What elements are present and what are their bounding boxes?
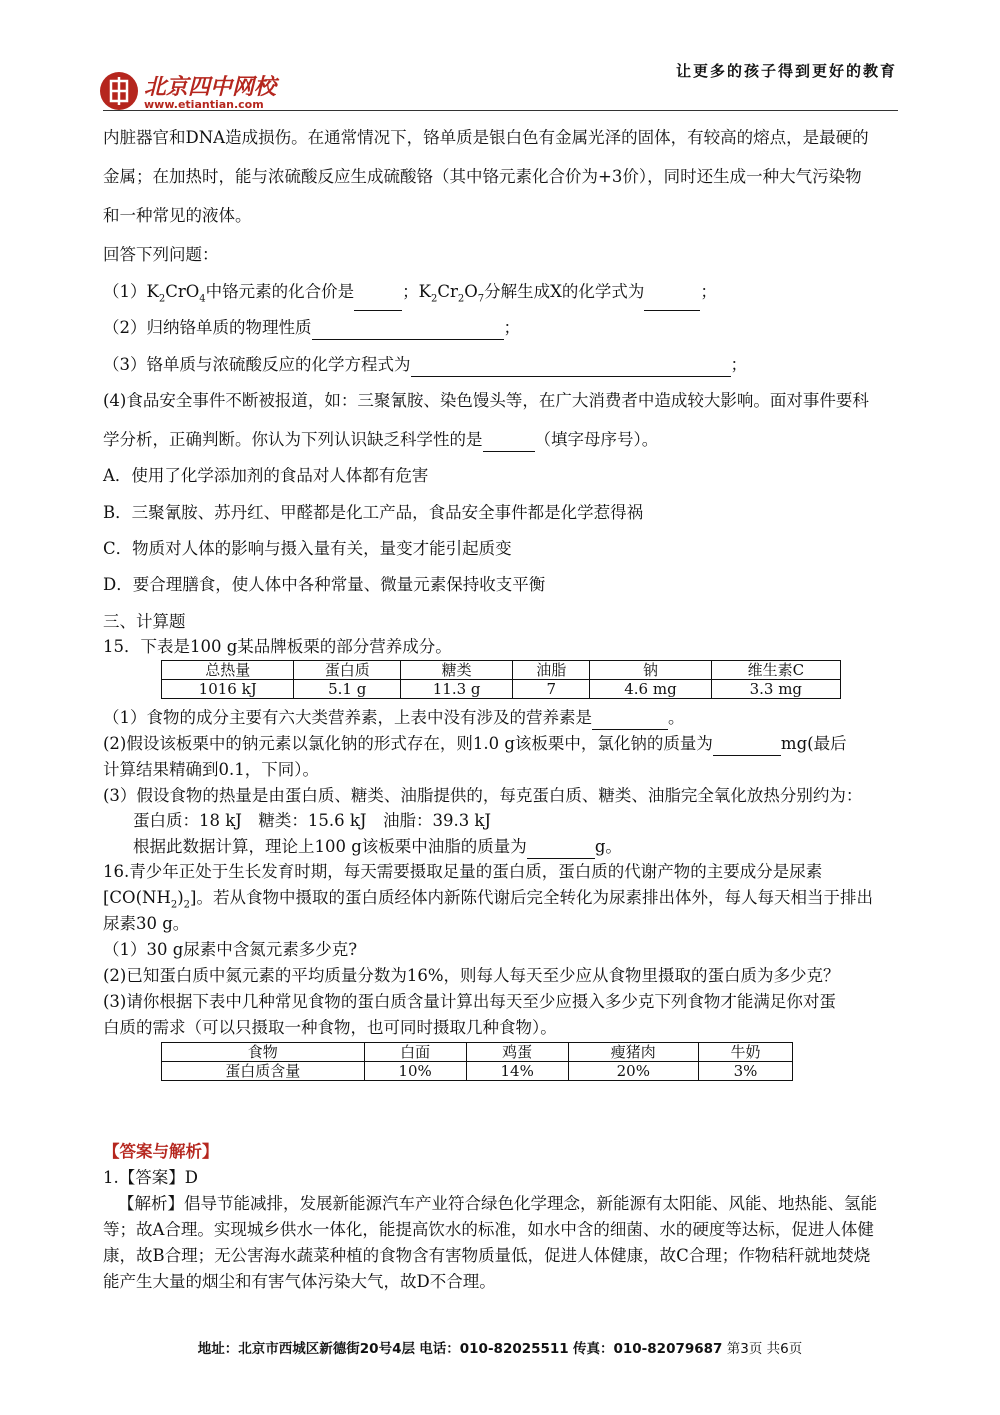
footer bbox=[0, 1337, 1000, 1357]
table-row bbox=[162, 661, 841, 680]
analysis-line-1: 【解析】倡导节能减排，发展新能源汽车产业符合绿色化学理念，新能源有太阳能、风能、地热能、氢能 bbox=[118, 1194, 877, 1213]
logo-text: 北京四中网校 bbox=[144, 75, 277, 100]
q1-sub-b3: 7 bbox=[477, 293, 485, 305]
table-cell: 维生素C bbox=[711, 661, 840, 680]
intro-line-3: 和一种常见的液体。 bbox=[103, 206, 252, 225]
footer-page-number: 第3页 共6页 bbox=[726, 1341, 803, 1357]
table-row bbox=[162, 1062, 793, 1081]
table-cell: 4.6 mg bbox=[590, 680, 711, 699]
q16-line-1: 16.青少年正处于生长发育时期，每天需要摄取足量的蛋白质，蛋白质的代谢产物的主要成分是尿素 bbox=[103, 862, 823, 881]
q1-text-d: ；K bbox=[402, 282, 431, 301]
table-cell: 1016 kJ bbox=[162, 680, 294, 699]
question-2 bbox=[103, 316, 520, 340]
q1-text-e: Cr bbox=[437, 282, 458, 301]
table-row bbox=[162, 680, 841, 699]
q1-text-c: 中铬元素的化合价是 bbox=[205, 282, 355, 301]
table-cell: 蛋白质含量 bbox=[162, 1062, 365, 1081]
q16-line-2 bbox=[103, 886, 873, 917]
header-slogan: 让更多的孩子得到更好的教育 bbox=[675, 62, 897, 80]
q15-part-3-cont bbox=[133, 835, 622, 859]
q1-end: ； bbox=[700, 282, 717, 301]
analysis-line-4: 能产生大量的烟尘和有害气体污染大气，故D不合理。 bbox=[103, 1272, 496, 1291]
q1-sub-a2: 4 bbox=[199, 293, 206, 305]
q16-text-c: ]。若从食物中摄取的蛋白质经体内新陈代谢后完全转化为尿素排出体外，每人每天相当于排出 bbox=[190, 888, 873, 907]
answer-prompt: 回答下列问题： bbox=[103, 245, 219, 264]
intro-line-2: 金属；在加热时，能与浓硫酸反应生成硫酸铬（其中铬元素化合价为+3价），同时还生成一种大气污染物 bbox=[103, 167, 862, 186]
q15-part-2 bbox=[103, 732, 847, 756]
q2-blank[interactable] bbox=[312, 321, 504, 340]
q1-blank-2[interactable] bbox=[644, 292, 700, 311]
table-cell: 总热量 bbox=[162, 661, 294, 680]
q16-sub-1: 2 bbox=[170, 899, 178, 911]
q1-text-a: （1）K bbox=[103, 282, 159, 301]
q2-end: ； bbox=[503, 318, 520, 337]
q15-part-3: (3）假设食物的热量是由蛋白质、糖类、油脂提供的，每克蛋白质、糖类、油脂完全氧化放热分别约为： bbox=[103, 786, 863, 805]
answer-1: 1.【答案】D bbox=[103, 1168, 198, 1187]
q3-end: ； bbox=[730, 355, 747, 374]
footer-fax: 传真：010-82079687 bbox=[573, 1341, 723, 1357]
footer-phone: 电话：010-82025511 bbox=[419, 1341, 569, 1357]
table-cell: 10% bbox=[364, 1062, 466, 1081]
intro-line-1: 内脏器官和DNA造成损伤。在通常情况下，铬单质是银白色有金属光泽的固体，有较高的熔点，是最硬的 bbox=[103, 128, 869, 147]
q1-sub-b1: 2 bbox=[430, 293, 438, 305]
footer-address: 地址：北京市西城区新德街20号4层 bbox=[197, 1341, 415, 1357]
q16-text-b: ) bbox=[177, 888, 184, 907]
q1-text-g: 分解生成X的化学式为 bbox=[484, 282, 645, 301]
table-cell: 白面 bbox=[364, 1043, 466, 1062]
q15-p3-text: 根据此数据计算，理论上100 g该板栗中油脂的质量为 bbox=[133, 837, 527, 856]
option-a: A．使用了化学添加剂的食品对人体都有危害 bbox=[103, 466, 429, 485]
q15-part-2-cont: 计算结果精确到0.1，下同）。 bbox=[103, 760, 319, 779]
q15-p1-end: 。 bbox=[668, 708, 685, 727]
table-cell: 牛奶 bbox=[698, 1043, 792, 1062]
q15-p2-end: mg(最后 bbox=[780, 734, 847, 753]
option-b: B．三聚氰胺、苏丹红、甲醛都是化工产品，食品安全事件都是化学惹得祸 bbox=[103, 503, 644, 522]
q15-heat-values: 蛋白质：18 kJ 糖类：15.6 kJ 油脂：39.3 kJ bbox=[133, 811, 492, 830]
option-d: D．要合理膳食，使人体中各种常量、微量元素保持收支平衡 bbox=[103, 575, 546, 594]
q16-text-a: [CO(NH bbox=[103, 888, 171, 907]
table-cell: 油脂 bbox=[513, 661, 590, 680]
section-title: 三、计算题 bbox=[103, 612, 186, 631]
table-cell: 瘦猪肉 bbox=[568, 1043, 698, 1062]
q16-part-2: (2)已知蛋白质中氮元素的平均质量分数为16%，则每人每天至少应从食物里摄取的蛋白质为多少克？ bbox=[103, 966, 840, 985]
table-cell: 糖类 bbox=[401, 661, 513, 680]
q1-text-f: O bbox=[464, 282, 478, 301]
table-cell: 蛋白质 bbox=[294, 661, 401, 680]
q16-part-3: (3)请你根据下表中几种常见食物的蛋白质含量计算出每天至少应摄入多少克下列食物才能满足你对蛋 bbox=[103, 992, 836, 1011]
nutrition-table bbox=[161, 660, 841, 699]
q15-p1-blank[interactable] bbox=[592, 711, 668, 730]
table-cell: 3.3 mg bbox=[711, 680, 840, 699]
table-cell: 3% bbox=[698, 1062, 792, 1081]
q16-part-3-cont: 白质的需求（可以只摄取一种食物，也可同时摄取几种食物）。 bbox=[103, 1018, 557, 1037]
question-4-line-2 bbox=[103, 428, 658, 452]
q1-sub-a1: 2 bbox=[158, 293, 166, 305]
q15-p2-text: (2)假设该板栗中的钠元素以氯化钠的形式存在，则1.0 g该板栗中，氯化钠的质量为 bbox=[103, 734, 713, 753]
header-divider bbox=[103, 110, 898, 111]
q15-p1-text: （1）食物的成分主要有六大类营养素，上表中没有涉及的营养素是 bbox=[103, 708, 592, 727]
option-c: C．物质对人体的影响与摄入量有关，量变才能引起质变 bbox=[103, 539, 512, 558]
q16-line-3: 尿素30 g。 bbox=[103, 914, 190, 933]
table-cell: 14% bbox=[466, 1062, 568, 1081]
table-row bbox=[162, 1043, 793, 1062]
q1-blank-1[interactable] bbox=[354, 292, 402, 311]
q3-text: （3）铬单质与浓硫酸反应的化学方程式为 bbox=[103, 355, 411, 374]
q2-text: （2）归纳铬单质的物理性质 bbox=[103, 318, 312, 337]
q16-part-1: （1）30 g尿素中含氮元素多少克? bbox=[103, 940, 358, 959]
q4-text-a: 学分析，正确判断。你认为下列认识缺乏科学性的是 bbox=[103, 430, 483, 449]
logo bbox=[100, 70, 300, 114]
q1-sub-b2: 2 bbox=[457, 293, 465, 305]
question-3 bbox=[103, 353, 747, 377]
q4-text-b: （填字母序号）。 bbox=[534, 430, 659, 449]
logo-url: www.etiantian.com bbox=[144, 98, 264, 111]
question-1 bbox=[103, 280, 717, 311]
q4-blank[interactable] bbox=[483, 433, 535, 452]
table-cell: 20% bbox=[568, 1062, 698, 1081]
protein-table bbox=[161, 1042, 793, 1081]
table-cell: 7 bbox=[513, 680, 590, 699]
q15-p3-end: g。 bbox=[594, 837, 622, 856]
q3-blank[interactable] bbox=[411, 358, 731, 377]
logo-emblem-icon bbox=[100, 72, 138, 110]
q15-p3-blank[interactable] bbox=[527, 840, 595, 859]
table-cell: 鸡蛋 bbox=[466, 1043, 568, 1062]
analysis-line-2: 等；故A合理。实现城乡供水一体化，能提高饮水的标准，如水中含的细菌、水的硬度等达标，促进人体健 bbox=[103, 1220, 874, 1239]
table-cell: 钠 bbox=[590, 661, 711, 680]
table-cell: 5.1 g bbox=[294, 680, 401, 699]
q16-sub-2: 2 bbox=[183, 899, 191, 911]
q15-p2-blank[interactable] bbox=[713, 737, 781, 756]
q15-part-1 bbox=[103, 706, 685, 730]
q1-text-b: CrO bbox=[165, 282, 200, 301]
q15-intro: 15．下表是100 g某品牌板栗的部分营养成分。 bbox=[103, 637, 452, 656]
table-cell: 11.3 g bbox=[401, 680, 513, 699]
analysis-line-3: 康，故B合理；无公害海水蔬菜种植的食物含有害物质量低，促进人体健康，故C合理；作物秸秆就地焚烧 bbox=[103, 1246, 871, 1265]
question-4-line-1: (4)食品安全事件不断被报道，如：三聚氰胺、染色馒头等，在广大消费者中造成较大影响。面对事件要科 bbox=[103, 391, 869, 410]
answers-title: 【答案与解析】 bbox=[103, 1142, 219, 1161]
table-cell: 食物 bbox=[162, 1043, 365, 1062]
